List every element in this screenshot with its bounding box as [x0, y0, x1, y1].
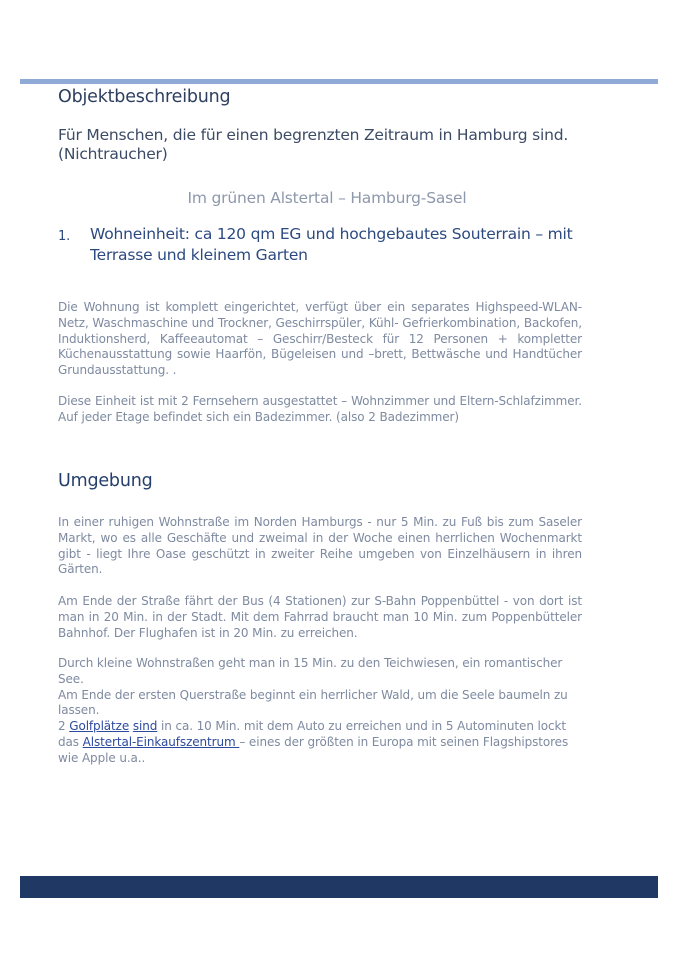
- sind-link[interactable]: sind: [132, 719, 158, 734]
- golf-shopping-line: [58, 719, 582, 766]
- unit-heading: [58, 224, 582, 266]
- alstertal-einkaufszentrum-link[interactable]: Alstertal-Einkaufszentrum: [82, 734, 240, 749]
- neighbourhood-paragraph: In einer ruhigen Wohnstraße im Norden Hamburgs - nur 5 Min. zu Fuß bis zum Saseler Markt, wo es alle Geschäfte und zweimal in der Woche einen herrlichen Wochenmarkt gibt - liegt Ihre Oase geschützt in zweiter Reihe umgeben von Einzelhäusern in ihren Gärten.: [58, 515, 582, 577]
- golf-suffix: in ca. 10 Min. mit dem Auto zu erreichen und in 5 Autominuten lockt das: [58, 719, 566, 749]
- top-divider: [20, 79, 658, 84]
- transport-paragraph: Am Ende der Straße fährt der Bus (4 Stationen) zur S-Bahn Poppenbüttel - von dort ist man in 20 Min. in der Stadt. Mit dem Fahrrad braucht man 10 Min. zum Poppenbütteler Bahnhof. Der Flughafen ist in 20 Min. zu erreichen.: [58, 594, 582, 640]
- apartment-description: Die Wohnung ist komplett eingerichtet, verfügt über ein separates Highspeed-WLAN-Netz, Waschmaschine und Trockner, Geschirrspüler, Kühl- Gefrierkombination, Backofen, Induktionsherd, Kaffeeautomat – Geschirr/Besteck für 12 Personen + kompletter Küchenausstattung sowie Haarfön, Bügeleisen und –brett, Bettwäsche und Handtücher Grundausstattung. .: [58, 300, 582, 378]
- teichwiesen-line: Durch kleine Wohnstraßen geht man in 15 Min. zu den Teichwiesen, ein romantischer See.: [58, 656, 563, 686]
- shopping-suffix: – eines der größten in Europa mit seinen Flagshipstores wie Apple u.a..: [58, 734, 569, 765]
- forest-line: Am Ende der ersten Querstraße beginnt ein herrlicher Wald, um die Seele baumeln zu lassen.: [58, 687, 568, 718]
- umgebung-heading: Umgebung: [58, 471, 153, 491]
- tv-bathroom-paragraph: Diese Einheit ist mit 2 Fernsehern ausgestattet – Wohnzimmer und Eltern-Schlafzimmer. Auf jeder Etage befindet sich ein Badezimmer. (also 2 Badezimmer): [58, 394, 582, 424]
- golf-prefix: 2: [58, 719, 70, 734]
- objektbeschreibung-heading: Objektbeschreibung: [58, 87, 231, 107]
- subtitle: Für Menschen, die für einen begrenzten Zeitraum in Hamburg sind. (Nichtraucher): [58, 126, 569, 163]
- leisure-paragraph: [58, 656, 582, 767]
- footer-bar: [20, 876, 658, 898]
- unit-title: Wohneinheit: ca 120 qm EG und hochgebautes Souterrain – mit Terrasse und kleinem Garten: [90, 225, 573, 264]
- golfplaetze-link[interactable]: Golfplätze: [69, 719, 130, 734]
- location-line: Im grünen Alstertal – Hamburg-Sasel: [187, 189, 467, 207]
- unit-number: 1.: [58, 229, 71, 244]
